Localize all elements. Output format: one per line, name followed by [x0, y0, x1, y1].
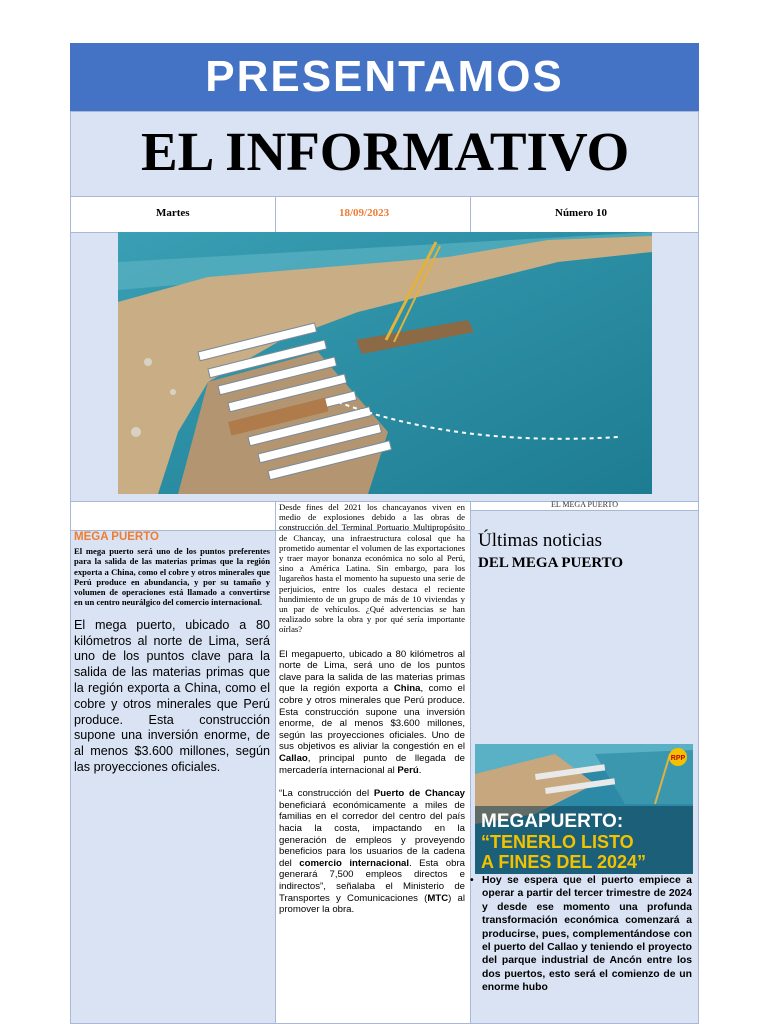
- port-aerial-photo: [118, 232, 652, 494]
- highlight-callao: Callao: [279, 752, 308, 764]
- text-run: , como el cobre y otros minerales que Perú produce. Esta construcción supone una inversión enorme, de al menos $3.600 millones, según las proyecciones oficiales. Uno de sus objetivos es aliviar la congestión en el: [279, 683, 465, 753]
- middle-paragraph-3: [279, 788, 465, 916]
- article-body: El mega puerto, ubicado a 80 kilómetros al norte de Lima, será uno de los puntos clave para la salida de las materias primas que la región exporta a China, como el cobre y otros minerales que Perú produce. Esta construcción supone una inversión enorme, de al menos $3.600 millones, según las proyecciones oficiales.: [74, 617, 270, 774]
- highlight-trade: comercio internacional: [299, 857, 410, 869]
- day-cell: [70, 196, 276, 233]
- middle-article: [279, 502, 465, 1022]
- middle-paragraph-1: Desde fines del 2021 los chancayanos viven en medio de explosiones debido a las obras de construcción del Terminal Portuario Multipropósito de Chancay, una infraestructura colosal que ha prometido aumentar el volumen de las exportaciones y traer mayor bonanza económica no solo al Perú, sino a América Latina. Sin embargo, para los lugareños hasta el momento ha supuesto una serie de perjuicios, entre los cuales destaca el reciente hundimiento de un grupo de más de 10 viviendas y un par de vehículos. ¿Qué advertencias se han realizado sobre la obra y por qué sería importante oírlas?: [279, 502, 465, 635]
- thumb-title-2: “TENERLO LISTO: [481, 832, 634, 852]
- masthead-title: EL INFORMATIVO: [141, 121, 630, 182]
- date-cell: [275, 196, 471, 233]
- highlight-port: Puerto de Chancay: [373, 788, 466, 800]
- highlight-china: China: [393, 683, 421, 695]
- thumb-title-1: MEGAPUERTO:: [481, 811, 624, 832]
- issue-cell: [470, 196, 699, 233]
- text-run: “La construcción del: [279, 788, 374, 800]
- latest-news-heading: Últimas noticias: [478, 530, 603, 551]
- text-run: .: [418, 764, 422, 776]
- newspaper-page: [70, 43, 699, 1024]
- news-bullet-item: [470, 874, 692, 1024]
- news-thumbnail[interactable]: [475, 744, 693, 874]
- text-run: . Esta obra generará 7,500 empleos directos e indirectos”, señalaba el Ministerio de Transportes y Comunicaciones (: [279, 857, 466, 904]
- highlight-peru: Perú: [397, 764, 419, 776]
- masthead-cell: [70, 111, 699, 197]
- banner-title: PRESENTAMOS: [205, 52, 564, 101]
- issue-number: Número 10: [555, 207, 608, 219]
- top-banner: [70, 43, 699, 111]
- text-run: El megapuerto, ubicado a 80 kilómetros al norte de Lima, será uno de los puntos clave para la salida de las materias primas que la región exporta a: [279, 648, 465, 695]
- text-run: beneficiará económicamente a miles de familias en el corredor del centro del país hacia la costa, impactando en la generación de empleos y proveyendo beneficios para los usuarios de la cadena del: [279, 799, 465, 869]
- left-article: [74, 531, 270, 831]
- article-lead: El mega puerto será uno de los puntos preferentes para la salida de las materias primas que la región exporta a China, como el cobre y otros minerales que Perú produce en abundancia, y por su tamaño y volumen de operaciones está llamado a convertirse en un centro neurálgico del comercio internacional.: [74, 546, 270, 608]
- issue-date: 18/09/2023: [339, 207, 390, 219]
- latest-news-subheading: DEL MEGA PUERTO: [478, 555, 624, 571]
- text-run: , principal punto de llegada de mercadería internacional al: [279, 752, 465, 776]
- photo-caption: EL MEGA PUERTO: [550, 500, 619, 509]
- text-run: ) al promover la obra.: [279, 892, 466, 916]
- thumb-title-3: A FINES DEL 2024”: [481, 852, 647, 872]
- highlight-mtc: MTC: [427, 892, 449, 904]
- bullet-text: Hoy se espera que el puerto empiece a operar a partir del tercer trimestre de 2024 y desde ese momento una profunda transformación económica comenzará a producirse, pues, complementándose con el puerto del Callao y teniendo el proyecto del parque industrial de Ancón entre los dos puertos, esto será el comienzo de un enorme hubo: [482, 875, 692, 994]
- caption-cell-left: [70, 501, 276, 531]
- middle-paragraph-2: [279, 649, 465, 777]
- thumb-badge: RPP: [670, 755, 686, 762]
- article-kicker: MEGA PUERTO: [74, 531, 159, 543]
- issue-day: Martes: [156, 207, 190, 219]
- bullet-icon: •: [470, 875, 474, 886]
